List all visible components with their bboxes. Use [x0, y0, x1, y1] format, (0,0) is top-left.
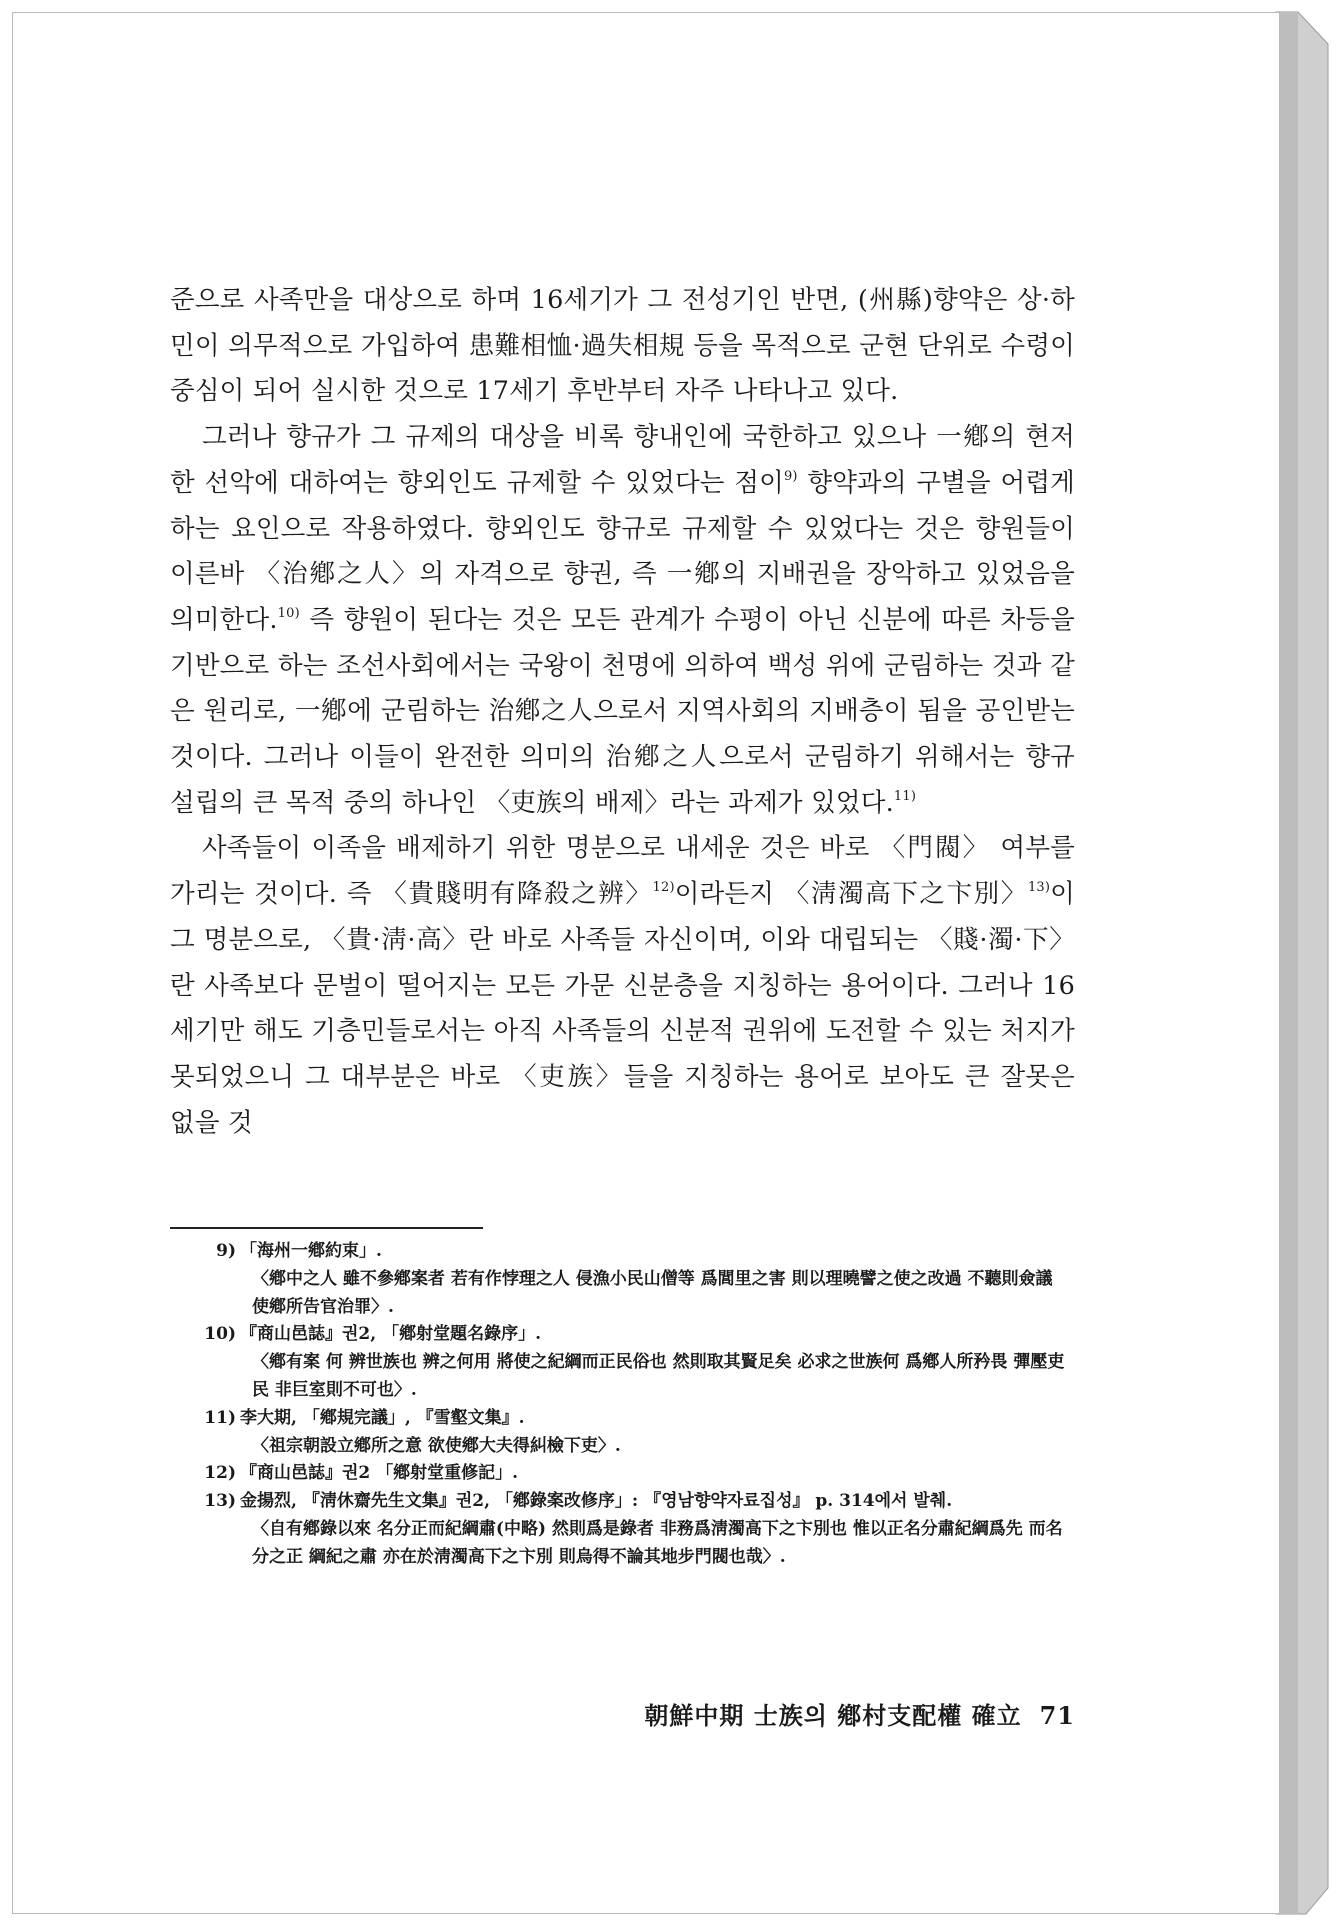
footnote-number: 9): [216, 1241, 236, 1261]
footnote-ref-9: 9): [783, 468, 798, 484]
footnote-source: 「海州一鄕約束」.: [240, 1241, 382, 1261]
footnote-quote: 〈鄕有案 何 辨世族也 辨之何用 將使之紀綱而正民俗也 然則取其賢足矣 必求之世族何 爲鄕人所矜畏 彈壓吏民 非巨室則不可也〉.: [252, 1352, 1065, 1400]
paragraph-2-text-c: 즉 향원이 된다는 것은 모든 관계가 수평이 아닌 신분에 따른 차등을 기반으로 하는 조선사회에서는 국왕이 천명에 의하여 백성 위에 군림하는 것과 같은 원리로, 一鄕에 군림하는 治鄕之人으로서 지역사회의 지배층이 됨을 공인받는 것이다. 그러나 이들이 완전한 의미의 治鄕之人으로서 군림하기 위해서는 향규 설립의 큰 목적 중의 하나인 〈吏族의 배제〉라는 과제가 있었다.: [170, 604, 1075, 818]
main-text: [170, 278, 1075, 1146]
footnote-quote: 〈鄕中之人 雖不參鄕案者 若有作悖理之人 侵漁小民山僧等 爲閭里之害 則以理曉譬之使之改過 不聽則僉議 使鄕所告官治罪〉.: [252, 1268, 1053, 1317]
footnote-number: 10): [204, 1324, 236, 1345]
paragraph-2-text-b: 향약과의 구별을 어렵게 하는 요인으로 작용하였다. 향외인도 향규로 규제할 수 있었다는 것은 향원들이 이른바 〈治鄕之人〉의 자격으로 향권, 즉 一鄕의 지배권을 장악하고 있었음을 의미한다.: [170, 467, 1076, 635]
paragraph-2: [170, 415, 1075, 826]
footnote-number: 12): [204, 1463, 236, 1484]
footnote-source: 李大期, 「鄕規完議」, 『雪壑文集』.: [240, 1407, 525, 1428]
footnote-divider: [170, 1227, 483, 1229]
paragraph-3-text-c: 이 그 명분으로, 〈貴·淸·高〉란 바로 사족들 자신이며, 이와 대립되는 〈賤·濁·下〉란 사족보다 문벌이 떨어지는 모든 가문 신분층을 지칭하는 용어이다. 그러나 16세기만 해도 기층민들로서는 아직 사족들의 신분적 권위에 도전할 수 있는 처지가 못되었으니 그 대부분은 바로 〈吏族〉들을 지칭하는 용어로 보아도 큰 잘못은 없을 것: [170, 879, 1075, 1138]
footnote-13: [170, 1488, 1075, 1571]
footnote-ref-11: 11): [893, 788, 917, 804]
footnote-11: [170, 1405, 1075, 1461]
footnote-source: 『商山邑誌』권2, 「鄕射堂題名錄序」.: [240, 1324, 542, 1345]
footnote-12: [170, 1460, 1075, 1488]
paragraph-2-text-a: 그러나 향규가 그 규제의 대상을 비록 향내인에 국한하고 있으나 一鄕의 현저한 선악에 대하여는 향외인도 규제할 수 있었다는 점이: [170, 422, 1075, 498]
paragraph-3-text-b: 이라든지 〈淸濁高下之卞別〉: [674, 879, 1028, 910]
footnote-number: 13): [204, 1491, 236, 1512]
paragraph-1-text: 준으로 사족만을 대상으로 하며 16세기가 그 전성기인 반면, (州縣)향약은 상·하민이 의무적으로 가입하여 患難相恤·過失相規 등을 목적으로 군현 단위로 수령이 중심이 되어 실시한 것으로 17세기 후반부터 자주 나타나고 있다.: [170, 285, 1075, 407]
paragraph-3: [170, 826, 1075, 1146]
paragraph-3-text-a: 사족들이 이족을 배제하기 위한 명분으로 내세운 것은 바로 〈門閥〉 여부를 가리는 것이다. 즉 〈貴賤明有降殺之辨〉: [170, 833, 1075, 910]
paragraph-1: [170, 278, 1075, 415]
footnote-ref-13: 13): [1027, 880, 1051, 896]
running-footer: [600, 1696, 1075, 1731]
footnotes: [170, 1238, 1075, 1572]
running-footer-title: 朝鮮中期 士族의 鄕村支配權 確立: [644, 1701, 1022, 1730]
footnote-quote: 〈祖宗朝設立鄕所之意 欲使鄕大夫得糾檢下吏〉.: [252, 1435, 621, 1456]
footnote-source: 金揚烈, 『淸休齋先生文集』권2, 「鄕錄案改修序」: 『영남향약자료집성』 p. 314에서 발췌.: [240, 1491, 953, 1512]
footnote-9: [170, 1238, 1075, 1321]
footnote-number: 11): [204, 1407, 236, 1428]
footnote-source: 『商山邑誌』권2 「鄕射堂重修記」.: [240, 1463, 519, 1484]
footnote-ref-10: 10): [277, 605, 300, 621]
footnote-10: [170, 1321, 1075, 1404]
footnote-quote: 〈自有鄕錄以來 名分正而紀綱肅(中略) 然則爲是錄者 非務爲淸濁高下之卞別也 惟以正名分肅紀綱爲先 而名分之正 綱紀之肅 亦在於淸濁高下之卞別 則烏得不論其地步門閥也哉〉.: [252, 1518, 1063, 1567]
footnote-ref-12: 12): [652, 880, 675, 896]
page-number: 71: [1039, 1701, 1075, 1730]
